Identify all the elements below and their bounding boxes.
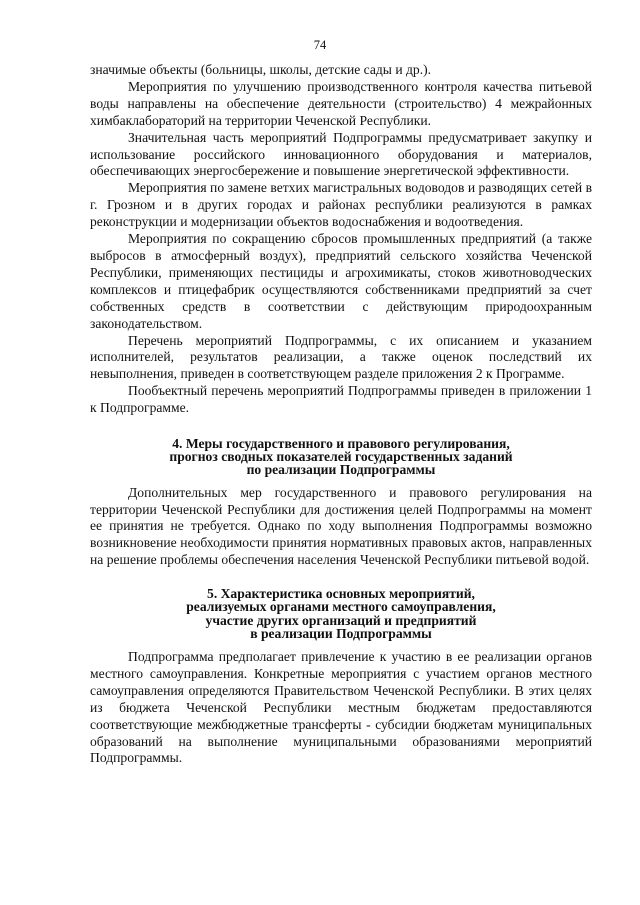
section-5-paragraph: Подпрограмма предполагает привлечение к участию в ее реализации органов местного самоуправления. Конкретные мероприятия с участием органов местного самоуправления определяются Правительством Чеченской Республики. В этих целях из бюджета Чеченской Республики местным бюджетам предоставляются соответствующие межбюджетные трансферты - субсидии бюджетам муниципальных образований на выполнение муниципальными образованиями мероприятий Подпрограммы. (90, 648, 592, 766)
heading-line: участие других организаций и предприятий (205, 612, 477, 628)
heading-line: 4. Меры государственного и правового регулирования, (172, 436, 510, 452)
paragraph: значимые объекты (больницы, школы, детские сады и др.). (90, 62, 432, 77)
paragraph: Мероприятия по замене ветхих магистральных водоводов и разводящих сетей в г. Грозном и в других городах и районах республики реализуются в рамках реконструкции и модернизации объектов водоснабжения и водоотведения. (90, 180, 592, 230)
paragraph: Мероприятия по сокращению сбросов промышленных предприятий (а также выбросов в атмосферный воздух), предприятий сельского хозяйства Чеченской Республики, применяющих пестициды и агрохимикаты, стоков животноводческих комплексов и птицефабрик осуществляются собственниками предприятий за счет собственных средств в соответствии с действующим природоохранным законодательством. (90, 231, 592, 331)
paragraph: Мероприятия по улучшению производственного контроля качества питьевой воды направлены на обеспечение деятельности (строительство) 4 межрайонных химбаклабораторий на территории Чеченской Республики. (90, 78, 592, 128)
heading-line: по реализации Подпрограммы (246, 462, 436, 478)
page-content (90, 62, 592, 767)
paragraph: Пообъектный перечень мероприятий Подпрограммы приведен в приложении 1 к Подпрограмме. (90, 383, 592, 416)
section-4-paragraph: Дополнительных мер государственного и правового регулирования на территории Чеченской Республики для достижения целей Подпрограммы на момент ее принятия не требуется. Однако по ходу выполнения Подпрограммы возможно возникновение необходимости принятия нормативных правовых актов, направленных на решение проблемы обеспечения населения Чеченской Республики питьевой водой. (90, 484, 592, 568)
paragraph: Значительная часть мероприятий Подпрограммы предусматривает закупку и использование российского инновационного оборудования и материалов, обеспечивающих энергосбережение и повышение энергетической эффективности. (90, 129, 592, 179)
heading-line: 5. Характеристика основных мероприятий, (207, 586, 475, 602)
paragraph: Перечень мероприятий Подпрограммы, с их описанием и указанием исполнителей, результатов реализации, а также оценок последствий их невыполнения, приведен в соответствующем разделе приложения 2 к Программе. (90, 332, 592, 382)
section-5-heading (90, 587, 592, 640)
section-4-heading (90, 437, 592, 477)
heading-line: реализуемых органами местного самоуправления, (186, 599, 496, 615)
heading-line: в реализации Подпрограммы (250, 625, 432, 641)
heading-line: прогноз сводных показателей государственных заданий (169, 449, 513, 465)
page-number: 74 (313, 38, 327, 52)
